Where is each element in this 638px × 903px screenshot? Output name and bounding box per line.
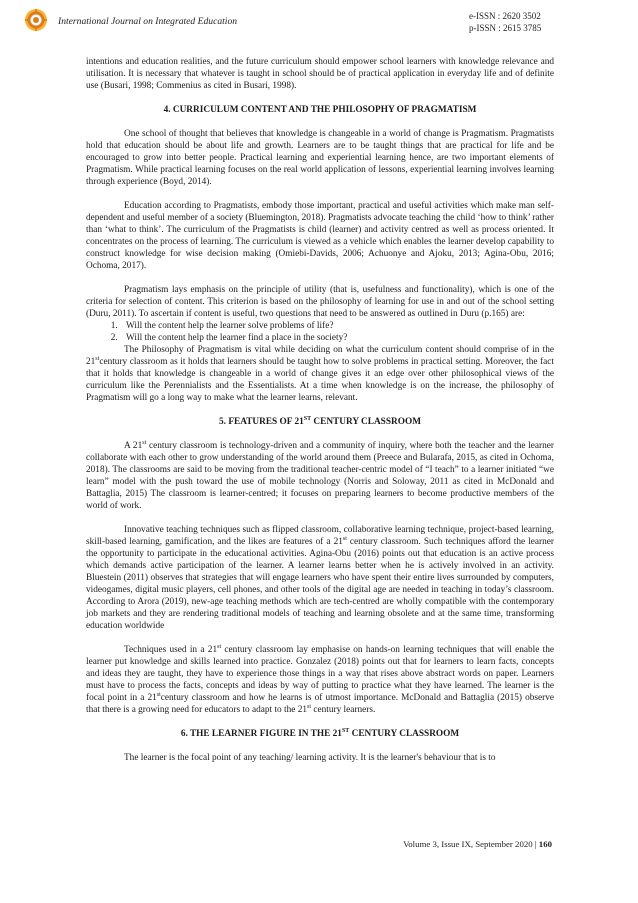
- section-4-heading: 4. CURRICULUM CONTENT AND THE PHILOSOPHY OF PRAGMATISM: [163, 105, 477, 115]
- section-5-heading: 5. FEATURES OF 21ST CENTURY CLASSROOM: [219, 415, 421, 427]
- article-body: [86, 56, 554, 764]
- page-header: [0, 0, 638, 44]
- page-number: 160: [538, 839, 552, 849]
- utility-questions-list: [86, 320, 554, 344]
- section-4-paragraph-1: One school of thought that believes that knowledge is changeable in a world of change is Pragmatism. Pragmatists hold that education should be about life and growth. Learners are to be taught things that are practical for life and be encouraged to grow into better people. Practical learning and experiential learning hence, are two important elements of Pragmatism. While practical learning focuses on the real world application of lessons, experiential learning involves learning through experience (Boyd, 2014).: [86, 129, 554, 187]
- section-4-paragraph-3: Pragmatism lays emphasis on the principle of utility (that is, usefulness and functionality), which is one of the criteria for selection of content. This criterion is based on the philosophy of learning for use in and out of the school setting (Duru, 2011). To ascertain if content is useful, two questions that need to be answered as outlined in Duru (p.165) are:: [86, 285, 554, 319]
- section-4-paragraph-4: The Philosophy of Pragmatism is vital while deciding on what the curriculum content should comprise of in the 21stcentury classroom as it holds that learners should be taught how to solve problems in practical setting. Moreover, the fact that it holds that knowledge is changeable in a world of change gives it an edge over other philosophical views of the curriculum like the Perennialists and the Essentialists. At a time when knowledge is on the increase, the philosophy of Pragmatism will go a long way to make what the learner learns, relevant.: [86, 345, 554, 403]
- page-footer: [403, 839, 552, 849]
- issn-block: [469, 10, 541, 34]
- e-issn: e-ISSN : 2620 3502: [469, 11, 541, 21]
- section-5-paragraph-2: Innovative teaching techniques such as flipped classroom, collaborative learning technique, project-based learning, skill-based learning, gamification, and the likes are features of a 21st century classroom. Such techniques afford the learner the opportunity to participate in the educational activities. Agina-Obu (2016) points out that education is an active process which demands active participation of the learner. A learner learns better when he is actively involved in an activity. Bluestein (2011) observes that strategies that will engage learners who have spent their entire lives surrounded by computers, videogames, digital music players, cell phones, and other tools of the digital age are needed in teaching in today’s classroom. According to Arora (2019), new-age teaching methods which are tech-centred are wholly compatible with the contemporary job markets and they are rendering traditional models of teaching and learning obsolete and at the same time, transforming education worldwide: [86, 525, 554, 631]
- section-6-paragraph-1: The learner is the focal point of any teaching/ learning activity. It is the learner's behaviour that is to: [124, 753, 496, 763]
- section-5-paragraph-1: A 21st century classroom is technology-driven and a community of inquiry, where both the teacher and the learner collaborate with each other to grow understanding of the world around them (Preece and Bularafa, 2015, as cited in Ochoma, 2018). The classrooms are said to be moving from the traditional teacher-centric model of “I teach” to a learner initiated “we learn” model with the push toward the use of mobile technology (Norris and Soloway, 2011 as cited in McDonald and Battaglia, 2015) The classroom is learner-centred; it focuses on preparing learners to become productive members of the world of work.: [86, 439, 554, 511]
- list-item: 2. Will the content help the learner find a place in the society?: [120, 332, 554, 344]
- section-5-paragraph-3: Techniques used in a 21st century classroom lay emphasise on hands-on learning techniques that will enable the learner put knowledge and skills learned into practice. Gonzalez (2018) points out that for learners to learn facts, concepts and ideas they are taught, they have to experience those things in a way that rises above abstract words on paper. Learners must have to process the facts, concepts and ideas by way of putting to practice what they have learned. The learner is the focal point in a 21stcentury classroom and how he learns is of utmost importance. McDonald and Battaglia (2015) observe that there is a growing need for educators to adapt to the 21st century learners.: [86, 643, 554, 715]
- p-issn: p-ISSN : 2615 3785: [469, 23, 542, 33]
- list-item: 1. Will the content help the learner solve problems of life?: [120, 320, 554, 332]
- journal-logo-icon: [24, 8, 48, 32]
- volume-info: Volume 3, Issue IX, September 2020 |: [403, 839, 539, 849]
- section-6-heading: 6. THE LEARNER FIGURE IN THE 21ST CENTURY CLASSROOM: [180, 727, 460, 739]
- journal-name: International Journal on Integrated Education: [58, 16, 238, 27]
- section-4-paragraph-2: Education according to Pragmatists, embody those important, practical and useful activities which make man self-dependent and useful member of a society (Bluemington, 2018). Pragmatists advocate teaching the child ‘how to think’ rather than ‘what to think’. The curriculum of the Pragmatists is child (learner) and activity centred as well as process oriented. It concentrates on the process of learning. The curriculum is viewed as a vehicle which enables the learner develop capability to construct knowledge for wise decision making (Omiebi-Davids, 2006; Achuonye and Ajoku, 2013; Agina-Obu, 2016; Ochoma, 2017).: [86, 201, 554, 271]
- intro-paragraph: intentions and education realities, and the future curriculum should empower school learners with knowledge relevance and utilisation. It is necessary that whatever is taught in school should be of practical application in everyday life and of definite use (Busari, 1998; Commenius as cited in Busari, 1998).: [86, 57, 554, 91]
